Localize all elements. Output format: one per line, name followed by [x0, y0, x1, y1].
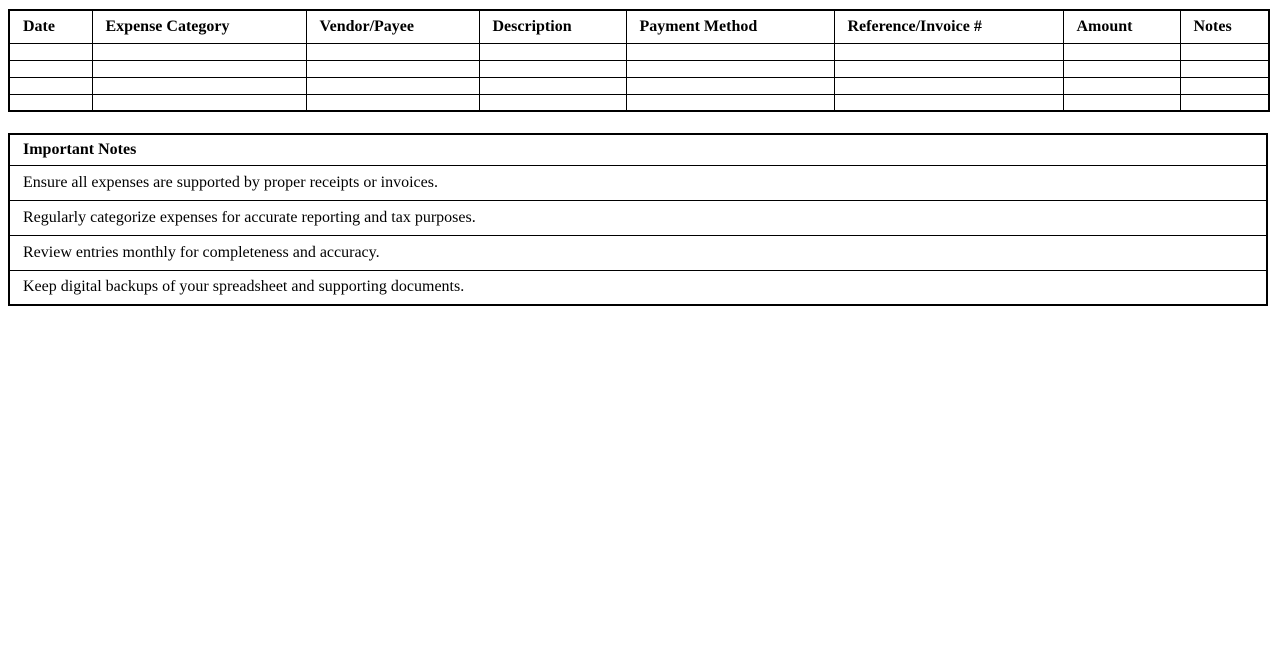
table-row	[9, 200, 1267, 235]
empty-cell	[479, 77, 626, 94]
empty-cell	[626, 60, 834, 77]
important-notes-table	[8, 133, 1268, 306]
expense-table-body	[9, 43, 1269, 111]
empty-cell	[626, 94, 834, 111]
column-header-reference-invoice: Reference/Invoice #	[834, 10, 1063, 43]
empty-cell	[306, 60, 479, 77]
note-item: Regularly categorize expenses for accurate reporting and tax purposes.	[9, 200, 1267, 235]
empty-cell	[306, 43, 479, 60]
empty-cell	[92, 60, 306, 77]
empty-cell	[834, 43, 1063, 60]
expense-table-header-row	[9, 10, 1269, 43]
empty-cell	[9, 60, 92, 77]
empty-cell	[306, 94, 479, 111]
notes-table-header-row	[9, 134, 1267, 165]
table-row	[9, 165, 1267, 200]
notes-table-title: Important Notes	[9, 134, 1267, 165]
column-header-vendor-payee: Vendor/Payee	[306, 10, 479, 43]
empty-cell	[1063, 43, 1180, 60]
column-header-date: Date	[9, 10, 92, 43]
empty-cell	[92, 77, 306, 94]
column-header-notes: Notes	[1180, 10, 1269, 43]
empty-cell	[1180, 60, 1269, 77]
empty-cell	[1180, 43, 1269, 60]
empty-cell	[1180, 77, 1269, 94]
empty-cell	[834, 77, 1063, 94]
empty-cell	[9, 43, 92, 60]
table-row	[9, 60, 1269, 77]
note-item: Keep digital backups of your spreadsheet and supporting documents.	[9, 270, 1267, 305]
empty-cell	[834, 60, 1063, 77]
empty-cell	[1180, 94, 1269, 111]
document-page	[0, 0, 1278, 306]
column-header-expense-category: Expense Category	[92, 10, 306, 43]
empty-cell	[626, 77, 834, 94]
empty-cell	[479, 60, 626, 77]
empty-cell	[306, 77, 479, 94]
empty-cell	[834, 94, 1063, 111]
table-row	[9, 94, 1269, 111]
empty-cell	[1063, 60, 1180, 77]
empty-cell	[626, 43, 834, 60]
empty-cell	[479, 94, 626, 111]
table-row	[9, 235, 1267, 270]
note-item: Review entries monthly for completeness and accuracy.	[9, 235, 1267, 270]
expense-tracker-table	[8, 9, 1270, 112]
empty-cell	[9, 77, 92, 94]
column-header-payment-method: Payment Method	[626, 10, 834, 43]
note-item: Ensure all expenses are supported by proper receipts or invoices.	[9, 165, 1267, 200]
empty-cell	[92, 94, 306, 111]
empty-cell	[479, 43, 626, 60]
empty-cell	[1063, 77, 1180, 94]
table-row	[9, 43, 1269, 60]
empty-cell	[92, 43, 306, 60]
table-row	[9, 77, 1269, 94]
empty-cell	[9, 94, 92, 111]
column-header-description: Description	[479, 10, 626, 43]
empty-cell	[1063, 94, 1180, 111]
table-row	[9, 270, 1267, 305]
column-header-amount: Amount	[1063, 10, 1180, 43]
